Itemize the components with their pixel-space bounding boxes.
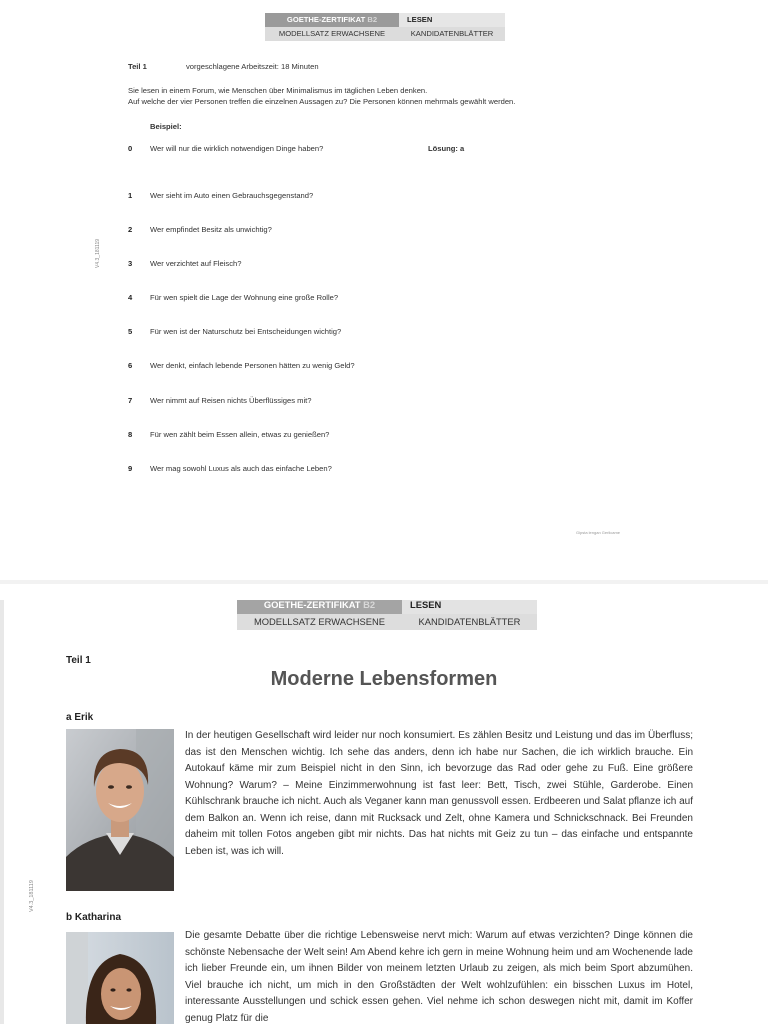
question-number: 2 (128, 225, 133, 234)
question-number: 4 (128, 293, 133, 302)
teil-label-2: Teil 1 (66, 655, 91, 666)
person-text-erik: In der heutigen Gesellschaft wird leider nur noch konsumiert. Es zählen Besitz und Leistung und das im Überfluss; das ist den Menschen wichtig. Ich sehe das anders, denn ich habe nur Sachen, die ich wirklich brauche. Ein Autokauf käme mir zum Beispiel nicht in den Sinn, ich bevorzuge das Rad oder gehe zu Fuß. Eine größere Wohnung? Warum? – Meine Einzimmerwohnung ist fast leer: Bett, Tisch, zwei Stühle, Garderobe. Einen Kühlschrank brauche ich nicht. Auch als Veganer kann man genussvoll essen. Erdbeeren und Salat pflanze ich auf dem Balkon an. Wenn ich reise, dann mit Rucksack und Zelt, ohne Kamera und Schnickschnack. Bei Freunden daheim mit tollen Fotos angeben gibt mir nichts. Das hat nichts mit Geiz zu tun – das einfache und entspannte Leben ist, was ich will. (185, 730, 693, 857)
page-header (265, 13, 505, 41)
header-section: LESEN (399, 13, 505, 27)
question-text: Wer nimmt auf Reisen nichts Überflüssiges mit? (150, 396, 312, 405)
footer-note: Gipsta lengan Gerlicame (576, 530, 621, 535)
example-number: 0 (128, 144, 133, 153)
header-sheet: KANDIDATENBLÄTTER (402, 614, 537, 630)
intro-line-2: Auf welche der vier Personen treffen die einzelnen Aussagen zu? Die Personen können mehrmals gewählt werden. (128, 97, 516, 106)
person-label-katharina: b Katharina (66, 912, 122, 923)
intro-line-1: Sie lesen in einem Forum, wie Menschen über Minimalismus im täglichen Leben denken. (128, 86, 428, 95)
example-question: Wer will nur die wirklich notwendigen Dinge haben? (150, 144, 324, 153)
page-edge (0, 600, 4, 1024)
question-text: Für wen ist der Naturschutz bei Entscheidungen wichtig? (150, 327, 342, 336)
photo-erik (66, 729, 174, 891)
question-text: Für wen spielt die Lage der Wohnung eine große Rolle? (150, 293, 339, 302)
header-model: MODELLSATZ ERWACHSENE (265, 27, 399, 41)
question-number: 7 (128, 396, 133, 405)
question-number: 9 (128, 464, 133, 473)
teil-label: Teil 1 (128, 62, 147, 71)
header-model: MODELLSATZ ERWACHSENE (237, 614, 402, 630)
question-text: Wer sieht im Auto einen Gebrauchsgegenstand? (150, 191, 314, 200)
header-sheet: KANDIDATENBLÄTTER (399, 27, 505, 41)
question-text: Wer empfindet Besitz als unwichtig? (150, 225, 272, 234)
question-text: Für wen zählt beim Essen allein, etwas zu genießen? (150, 430, 330, 439)
photo-katharina (66, 932, 174, 1024)
question-number: 6 (128, 361, 133, 370)
question-number: 5 (128, 327, 133, 336)
portrait-erik-image (66, 729, 174, 891)
header-certificate: GOETHE-ZERTIFIKAT B2 (237, 600, 402, 614)
question-text: Wer denkt, einfach lebende Personen hätten zu wenig Geld? (150, 361, 355, 370)
portrait-katharina-image (66, 932, 174, 1024)
side-code: V4.3_181119 (95, 238, 101, 268)
question-text: Wer mag sowohl Luxus als auch das einfache Leben? (150, 464, 332, 473)
example-label: Beispiel: (150, 122, 182, 131)
work-time: vorgeschlagene Arbeitszeit: 18 Minuten (186, 62, 319, 71)
person-label-erik: a Erik (66, 712, 94, 723)
side-code-2: V4.3_181119 (29, 880, 35, 912)
question-number: 1 (128, 191, 133, 200)
example-solution: Lösung: a (428, 144, 465, 153)
page-header-2 (237, 600, 537, 630)
question-number: 3 (128, 259, 133, 268)
header-section: LESEN (402, 600, 537, 614)
question-number: 8 (128, 430, 133, 439)
question-text: Wer verzichtet auf Fleisch? (150, 259, 242, 268)
header-certificate: GOETHE-ZERTIFIKAT B2 (265, 13, 399, 27)
text-title: Moderne Lebensformen (270, 668, 498, 690)
person-text-katharina: Die gesamte Debatte über die richtige Lebensweise nervt mich: Warum auf etwas verzichten? Dinge können die schönste Nebensache der Welt sein! Am Abend kehre ich gern in meine Wohnung heim und am Wochenende lade ich lieber Freunde ein, um ihnen Bilder von meinem letzten Urlaub zu zeigen, als mich beim Sport abzumühen. Viel brauche ich nicht, um mich in den Großstädten der Welt wohlzufühlen: ein bisschen Luxus im Hotel, interessante Ausstellungen und schick essen gehen. Viel nehme ich schon deswegen nicht mit, damit im Koffer genug Platz für die (185, 930, 693, 1024)
